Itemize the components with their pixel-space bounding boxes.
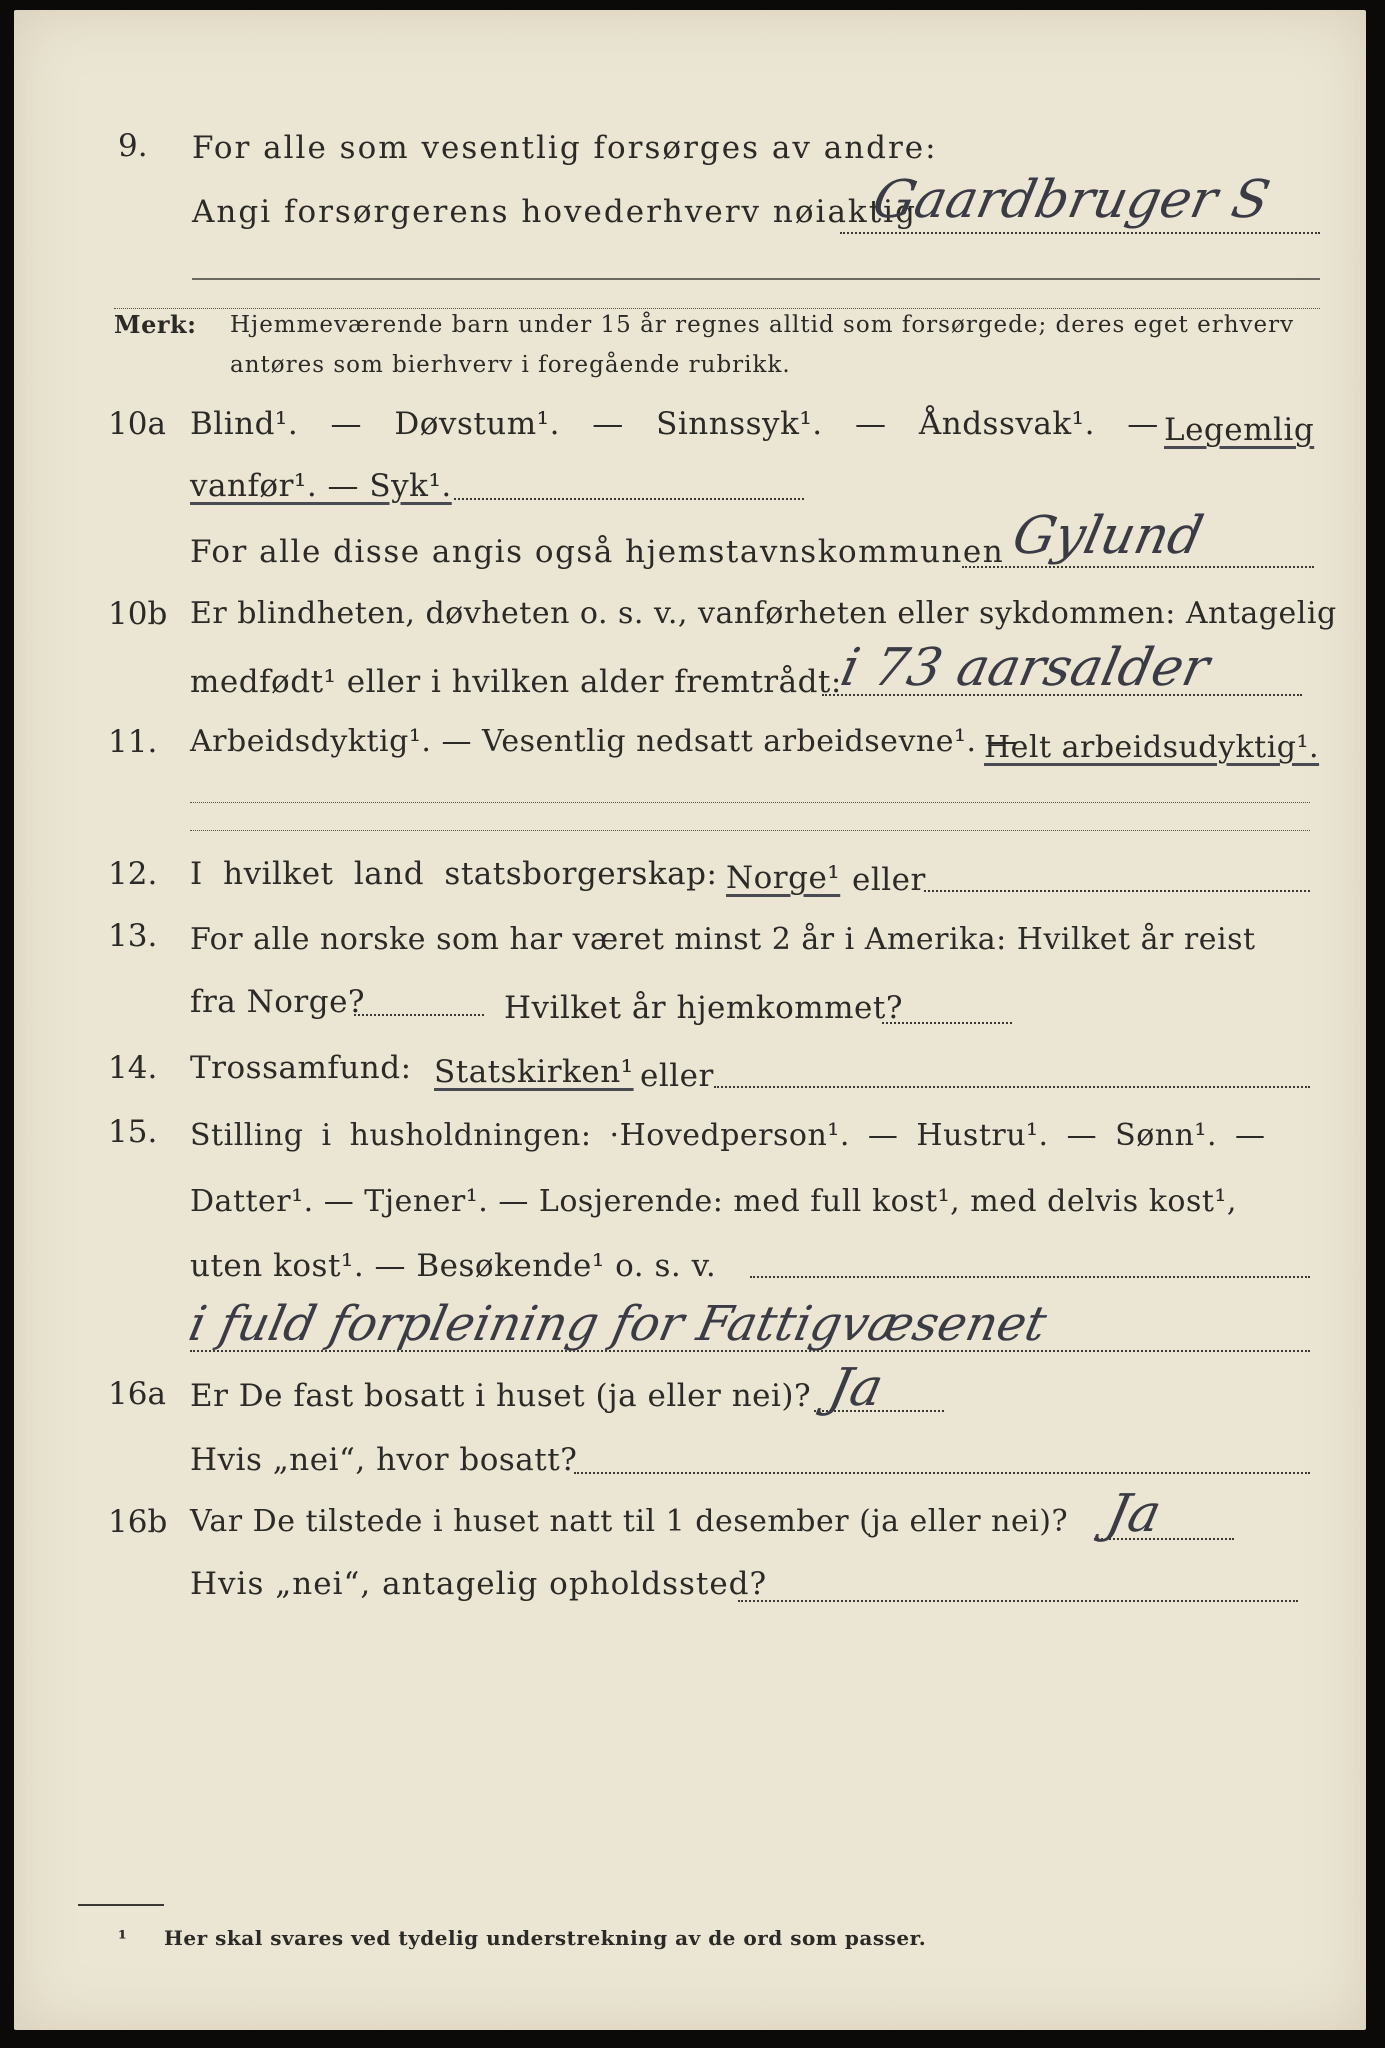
q13-line2a: fra Norge? — [190, 984, 366, 1020]
q11-answer-line — [190, 802, 1310, 803]
q10a-number: 10a — [108, 406, 166, 442]
q16b-handwritten-answer: Ja — [1101, 1484, 1167, 1544]
q16a-bosatt-line — [574, 1472, 1310, 1474]
q10a-line3: For alle disse angis også hjemstavnskommunen — [190, 534, 1005, 570]
q12-number: 12. — [108, 856, 158, 892]
merk-line2: antøres som bierhverv i foregående rubrikk. — [230, 352, 791, 378]
q16a-line1: Er De fast bosatt i huset (ja eller nei)? — [190, 1378, 812, 1414]
footnote-mark: ¹ — [118, 1926, 128, 1950]
q15-line1: Stilling i husholdningen: ·Hovedperson¹. — Hustru¹. — Sønn¹. — — [190, 1118, 1266, 1153]
q16a-line2: Hvis „nei“, hvor bosatt? — [190, 1442, 578, 1478]
q10a-line2-dots — [454, 498, 804, 500]
q13-line1: For alle norske som har været minst 2 år i Amerika: Hvilket år reist — [190, 922, 1256, 957]
q16b-line1: Var De tilstede i huset natt til 1 desember (ja eller nei)? — [190, 1504, 1069, 1539]
q16b-opholdssted-line — [738, 1600, 1298, 1602]
q15-answer-line — [190, 1350, 1310, 1352]
q10b-number: 10b — [108, 596, 168, 632]
q10a-line2: vanfør¹. — Syk¹. — [190, 468, 452, 504]
q16b-number: 16b — [108, 1504, 168, 1540]
q10b-line2: medfødt¹ eller i hvilken alder fremtrådt: — [190, 664, 842, 700]
q12-post: eller — [852, 862, 926, 898]
section-rule-1 — [114, 308, 1320, 309]
merk-line1: Hjemmeværende barn under 15 år regnes alltid som forsørgede; deres eget erhverv — [230, 312, 1295, 338]
q11-line1: Arbeidsdyktig¹. — Vesentlig nedsatt arbeidsevne¹. — — [190, 724, 1018, 759]
q14-number: 14. — [108, 1050, 158, 1086]
q13-number: 13. — [108, 918, 158, 954]
footnote-rule — [78, 1904, 164, 1906]
q12-norge: Norge¹ — [726, 860, 841, 896]
q16a-handwritten-answer: Ja — [823, 1358, 889, 1418]
q9-number: 9. — [118, 128, 148, 164]
q10b-handwritten-answer: i 73 aarsalder — [835, 638, 1215, 698]
q15-line2: Datter¹. — Tjener¹. — Losjerende: med full kost¹, med delvis kost¹, — [190, 1184, 1237, 1219]
q11-number: 11. — [108, 724, 158, 760]
footnote-text: Her skal svares ved tydelig understrekning av de ord som passer. — [164, 1926, 927, 1950]
q9-divider — [192, 278, 1320, 280]
q10b-line1: Er blindheten, døvheten o. s. v., vanførheten eller sykdommen: Antagelig — [190, 596, 1337, 631]
q15-line3: uten kost¹. — Besøkende¹ o. s. v. — [190, 1248, 717, 1284]
q10a-line1: Blind¹. — Døvstum¹. — Sinnssyk¹. — Åndssvak¹. — — [190, 406, 1159, 442]
q12-answer-line — [924, 890, 1310, 892]
q13-line2b: Hvilket år hjemkommet? — [504, 990, 903, 1026]
q13-hjemkommet-line — [882, 1022, 1012, 1024]
q14-post: eller — [640, 1058, 714, 1094]
q9-answer-line — [840, 232, 1320, 234]
q9-line1: For alle som vesentlig forsørges av andre: — [192, 130, 938, 166]
q14-answer-line — [714, 1086, 1310, 1088]
q15-line3-dots — [750, 1276, 1310, 1278]
q14-statskirken: Statskirken¹ — [434, 1054, 634, 1090]
q15-number: 15. — [108, 1114, 158, 1150]
q15-handwritten-answer: i fuld forpleining for Fattigvæsenet — [184, 1296, 1052, 1352]
census-form-page — [14, 10, 1366, 2030]
q14-pre: Trossamfund: — [190, 1050, 412, 1086]
q10a-answer-line — [962, 566, 1314, 568]
q10a-handwritten-answer: Gylund — [1007, 506, 1209, 566]
section-rule-2 — [190, 830, 1310, 831]
q16a-number: 16a — [108, 1376, 166, 1412]
q9-line2: Angi forsørgerens hovederhverv nøiaktig — [192, 194, 917, 230]
q10a-legemlig: Legemlig — [1164, 412, 1315, 448]
q12-pre: I hvilket land statsborgerskap: — [190, 856, 718, 892]
q9-handwritten-answer: Gaardbruger S — [867, 170, 1275, 230]
q11-helt-arbeidsudyktig: Helt arbeidsudyktig¹. — [984, 730, 1320, 765]
q16b-line2: Hvis „nei“, antagelig opholdssted? — [190, 1566, 768, 1602]
q13-reist-line — [354, 1014, 484, 1016]
merk-label: Merk: — [114, 310, 197, 339]
